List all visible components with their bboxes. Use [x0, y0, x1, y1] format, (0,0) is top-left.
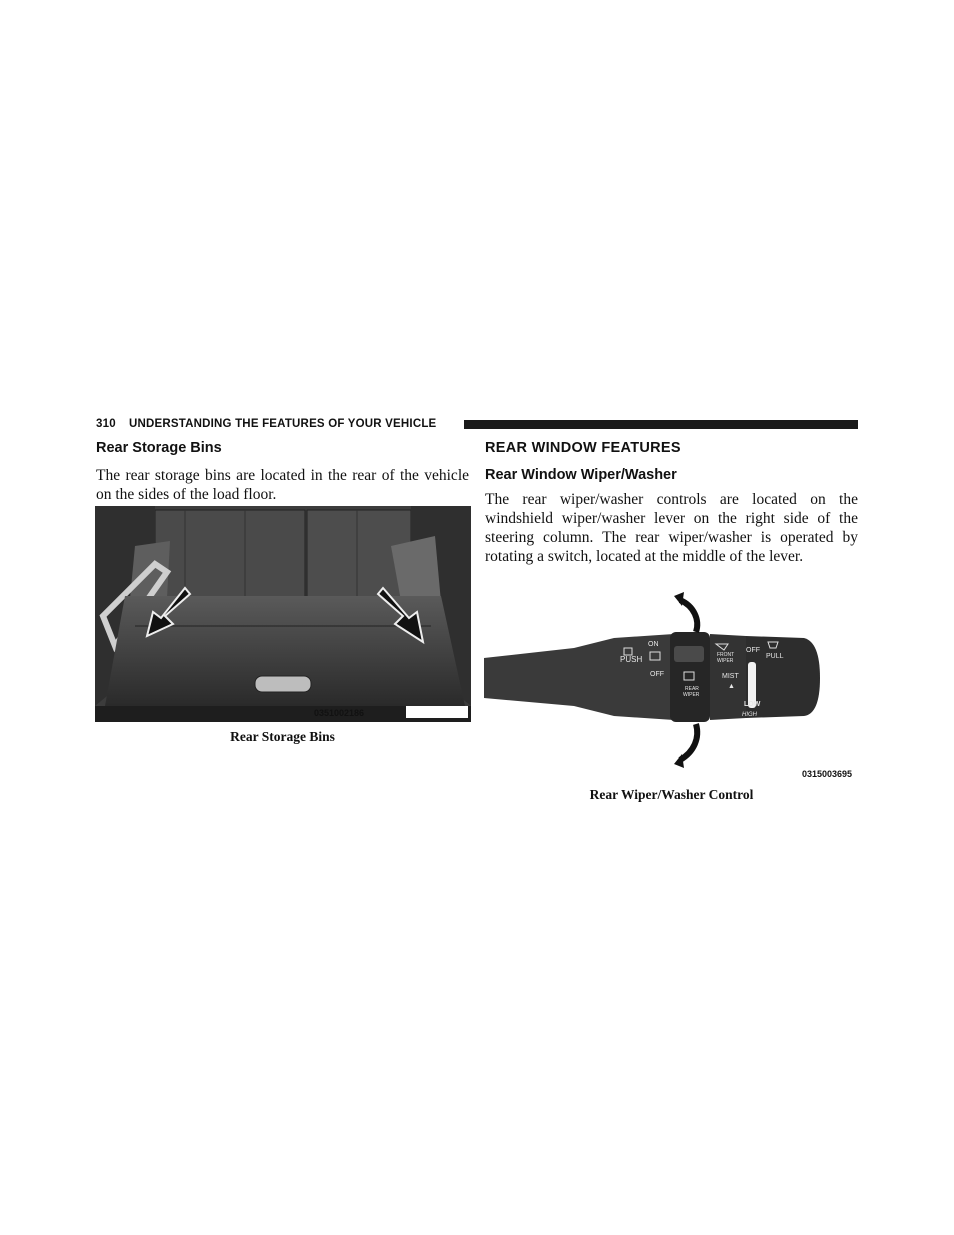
caption-rear-wiper-washer-control: Rear Wiper/Washer Control [589, 787, 754, 802]
label-on: ON [648, 641, 659, 648]
heading-rear-window-wiper-washer: Rear Window Wiper/Washer [485, 467, 677, 483]
caption-rear-storage-bins: Rear Storage Bins [230, 729, 335, 744]
paragraph-rear-storage-bins: The rear storage bins are located in the rear of the vehicle on the sides of the load floor. [96, 467, 469, 503]
paragraph-rear-window-wiper: The rear wiper/washer controls are located on the windshield wiper/washer lever on the right side of the steering column. The rear wiper/washer is operated by rotating a switch, located at the middle of the lever. [485, 491, 858, 565]
label-mist: MIST [722, 673, 739, 680]
label-front: FRONT [717, 652, 735, 658]
figure-code-right: 0315003695 [802, 769, 853, 779]
label-rear: REAR [685, 686, 699, 692]
figure-code-left: 0351002186 [314, 708, 365, 718]
rear-storage-bins-figure [95, 506, 471, 722]
page-number: 310 [96, 418, 116, 430]
label-high: HIGH [742, 712, 757, 718]
page-header [96, 417, 858, 433]
label-off-front: OFF [746, 647, 760, 654]
label-pull: PULL [766, 653, 784, 660]
heading-rear-window-features: REAR WINDOW FEATURES [485, 440, 681, 456]
header-rule [464, 420, 858, 429]
label-rear-wiper: WIPER [683, 692, 700, 698]
label-push: PUSH [620, 655, 643, 664]
mist-arrow-icon: ▲ [728, 683, 735, 690]
running-title: UNDERSTANDING THE FEATURES OF YOUR VEHICLE [129, 418, 437, 430]
heading-rear-storage-bins: Rear Storage Bins [96, 440, 222, 456]
label-front-wiper: WIPER [717, 658, 734, 664]
label-off: OFF [650, 671, 664, 678]
rear-wiper-washer-control-figure [484, 592, 858, 782]
label-low: LOW [744, 701, 761, 708]
